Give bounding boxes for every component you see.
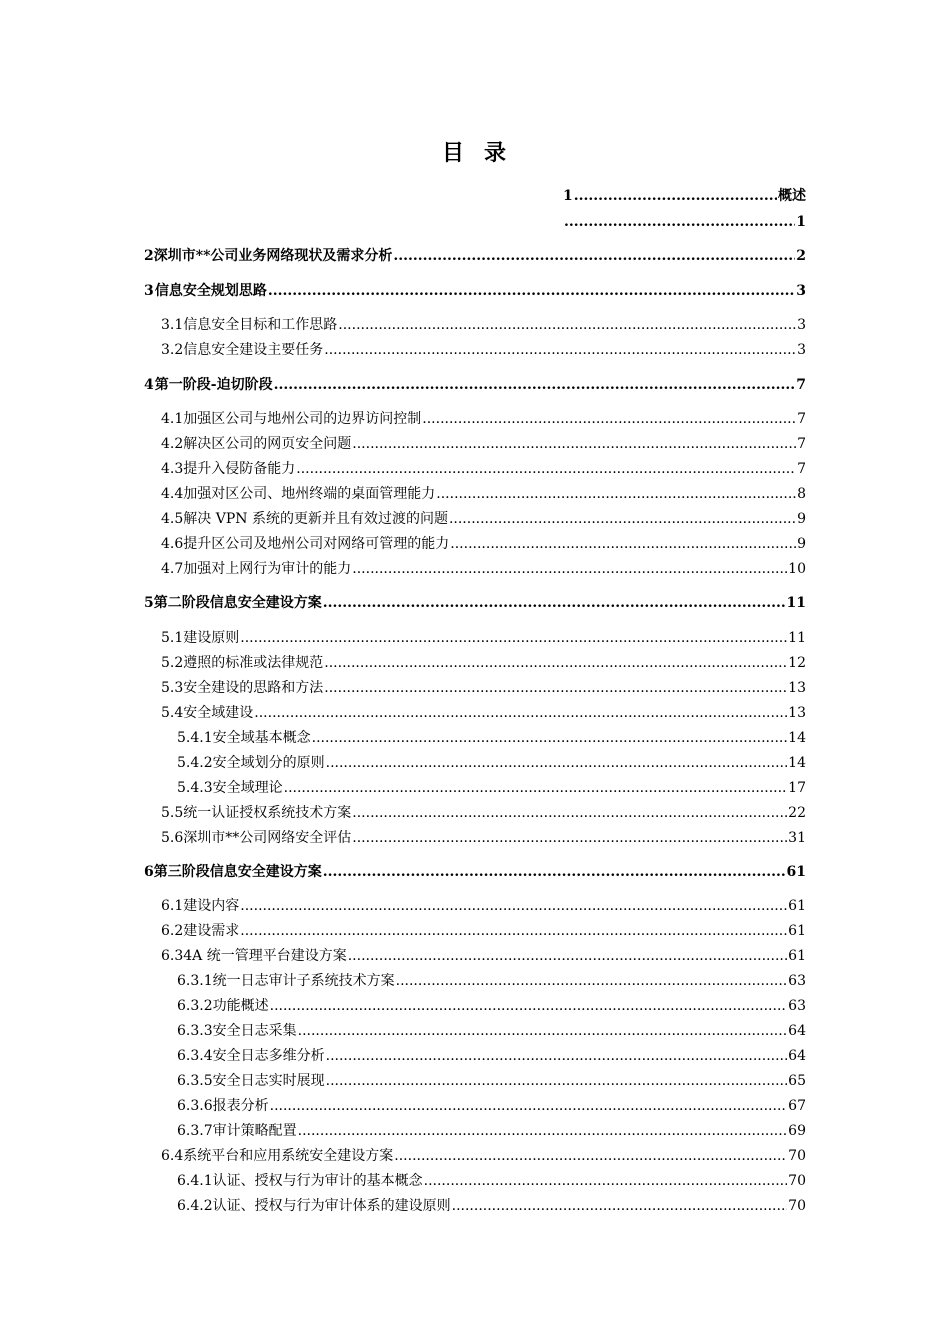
toc-page: 12 — [788, 655, 806, 671]
toc-leader — [274, 375, 796, 395]
toc-number: 6.3 — [161, 948, 184, 964]
toc-entry-1-page-line — [563, 212, 806, 232]
toc-page: 70 — [788, 1148, 806, 1164]
toc-entry[interactable] — [161, 946, 806, 966]
toc-entry[interactable] — [177, 996, 806, 1016]
toc-number: 6.3.5 — [177, 1073, 213, 1089]
page-title — [0, 136, 950, 167]
toc-text: 建设内容 — [183, 898, 240, 914]
toc-leader — [312, 728, 788, 748]
toc-leader — [450, 534, 796, 554]
toc-leader — [240, 896, 787, 916]
toc-text: 4A 统一管理平台建设方案 — [183, 948, 347, 964]
toc-leader — [323, 593, 786, 613]
toc-leader — [324, 653, 787, 673]
toc-leader — [326, 1046, 788, 1066]
toc-leader — [352, 828, 787, 848]
toc-number: 6.1 — [161, 898, 184, 914]
toc-entry[interactable] — [161, 509, 806, 529]
toc-text: 安全域划分的原则 — [212, 755, 325, 771]
toc-entry[interactable] — [177, 1046, 806, 1066]
toc-page: 70 — [788, 1198, 806, 1214]
toc-entry[interactable] — [144, 281, 806, 301]
toc-number: 3.2 — [161, 342, 184, 358]
title-char-1: 目 — [441, 141, 466, 166]
toc-entry[interactable] — [177, 1096, 806, 1116]
toc-page: 69 — [788, 1123, 806, 1139]
toc-leader — [326, 1071, 788, 1091]
toc-number: 4.2 — [161, 436, 184, 452]
toc-page: 10 — [788, 561, 806, 577]
toc-entry[interactable] — [161, 1146, 806, 1166]
toc-text: 提升区公司及地州公司对网络可管理的能力 — [183, 536, 450, 552]
toc-text: 加强区公司与地州公司的边界访问控制 — [183, 411, 422, 427]
toc-entry[interactable] — [177, 1196, 806, 1216]
toc-text: 建设需求 — [183, 923, 240, 939]
toc-text: 概述 — [778, 188, 806, 204]
toc-text: 安全域理论 — [212, 780, 283, 796]
toc-number: 5.4.1 — [177, 730, 213, 746]
toc-page: 3 — [797, 342, 806, 358]
toc-entry[interactable] — [161, 340, 806, 360]
toc-number: 5.6 — [161, 830, 184, 846]
toc-number: 5.4.3 — [177, 780, 213, 796]
toc-leader — [338, 315, 796, 335]
toc-text: 信息安全规划思路 — [154, 283, 267, 299]
toc-leader — [240, 628, 787, 648]
toc-text: 认证、授权与行为审计体系的建设原则 — [212, 1198, 451, 1214]
toc-text: 安全建设的思路和方法 — [183, 680, 324, 696]
toc-entry[interactable] — [161, 921, 806, 941]
toc-text: 安全域基本概念 — [212, 730, 311, 746]
toc-entry[interactable] — [177, 1021, 806, 1041]
toc-number: 4.6 — [161, 536, 184, 552]
toc-leader — [284, 778, 788, 798]
toc-text: 遵照的标准或法律规范 — [183, 655, 324, 671]
toc-leader — [348, 946, 787, 966]
toc-leader — [240, 921, 787, 941]
toc-text: 第三阶段信息安全建设方案 — [153, 864, 322, 880]
toc-page: 13 — [788, 680, 806, 696]
toc-entry-1[interactable] — [563, 186, 806, 206]
toc-entry[interactable] — [144, 862, 806, 882]
toc-leader — [449, 509, 796, 529]
toc-entry[interactable] — [161, 803, 806, 823]
toc-page: 13 — [788, 705, 806, 721]
toc-page: 14 — [788, 755, 806, 771]
toc-text: 建设原则 — [183, 630, 240, 646]
toc-text: 安全域建设 — [183, 705, 254, 721]
toc-leader — [296, 459, 796, 479]
toc-entry[interactable] — [144, 246, 806, 266]
toc-number: 4.3 — [161, 461, 184, 477]
toc-page: 65 — [788, 1073, 806, 1089]
toc-number: 6.3.3 — [177, 1023, 213, 1039]
toc-entry[interactable] — [161, 628, 806, 648]
toc-page: 64 — [788, 1048, 806, 1064]
toc-text: 信息安全建设主要任务 — [183, 342, 324, 358]
toc-number: 5.3 — [161, 680, 184, 696]
toc-leader — [352, 559, 787, 579]
toc-page: 9 — [797, 536, 806, 552]
toc-page: 67 — [788, 1098, 806, 1114]
toc-text: 系统平台和应用系统安全建设方案 — [183, 1148, 394, 1164]
toc-number: 4.7 — [161, 561, 184, 577]
toc-leader — [324, 678, 787, 698]
toc-number: 2 — [144, 248, 154, 264]
toc-entry[interactable] — [161, 703, 806, 723]
toc-page: 7 — [797, 411, 806, 427]
toc-entry[interactable] — [144, 593, 806, 613]
toc-number: 3 — [144, 283, 154, 299]
toc-leader — [424, 1171, 788, 1191]
toc-leader — [270, 1096, 788, 1116]
toc-leader — [352, 434, 796, 454]
toc-page: 2 — [796, 248, 806, 264]
toc-text: 统一认证授权系统技术方案 — [183, 805, 352, 821]
toc-number: 3.1 — [161, 317, 184, 333]
toc-page: 3 — [797, 317, 806, 333]
toc-number: 6 — [144, 864, 154, 880]
toc-text: 解决 VPN 系统的更新并且有效过渡的问题 — [183, 511, 448, 527]
toc-entry[interactable] — [161, 534, 806, 554]
toc-number: 6.4.2 — [177, 1198, 213, 1214]
toc-number: 6.3.6 — [177, 1098, 213, 1114]
toc-entry[interactable] — [144, 375, 806, 395]
toc-leader — [268, 281, 795, 301]
toc-number: 6.4 — [161, 1148, 184, 1164]
toc-leader — [254, 703, 787, 723]
toc-number: 5.2 — [161, 655, 184, 671]
toc-number: 4.5 — [161, 511, 184, 527]
toc-page: 70 — [788, 1173, 806, 1189]
toc-text: 深圳市**公司网络安全评估 — [183, 830, 352, 846]
toc-text: 解决区公司的网页安全问题 — [183, 436, 352, 452]
toc-number: 5.4 — [161, 705, 184, 721]
toc-page: 22 — [788, 805, 806, 821]
toc-number: 4.4 — [161, 486, 184, 502]
toc-page: 61 — [786, 864, 806, 880]
toc-text: 报表分析 — [212, 1098, 269, 1114]
toc-leader — [323, 862, 786, 882]
toc-number: 6.3.4 — [177, 1048, 213, 1064]
toc-leader — [393, 246, 795, 266]
toc-page: 61 — [788, 948, 806, 964]
toc-entry[interactable] — [177, 753, 806, 773]
toc-text: 第一阶段-迫切阶段 — [154, 377, 273, 393]
toc-page: 7 — [797, 461, 806, 477]
toc-entry[interactable] — [161, 896, 806, 916]
toc-page: 17 — [788, 780, 806, 796]
toc-entry[interactable] — [161, 559, 806, 579]
toc-text: 审计策略配置 — [212, 1123, 297, 1139]
toc-text: 统一日志审计子系统技术方案 — [212, 973, 395, 989]
toc-leader — [564, 212, 795, 232]
toc-page: 63 — [788, 973, 806, 989]
toc-page: 7 — [797, 436, 806, 452]
toc-leader — [270, 996, 788, 1016]
toc-leader — [324, 340, 796, 360]
toc-text: 第二阶段信息安全建设方案 — [153, 595, 322, 611]
toc-entry[interactable] — [161, 409, 806, 429]
toc-page: 11 — [786, 595, 806, 611]
toc-page: 11 — [788, 630, 806, 646]
toc-number: 6.4.1 — [177, 1173, 213, 1189]
toc-text: 认证、授权与行为审计的基本概念 — [212, 1173, 423, 1189]
toc-text: 加强对区公司、地州终端的桌面管理能力 — [183, 486, 436, 502]
toc-entry[interactable] — [161, 828, 806, 848]
toc-page: 63 — [788, 998, 806, 1014]
toc-page: 31 — [788, 830, 806, 846]
toc-page: 9 — [797, 511, 806, 527]
toc-number: 6.2 — [161, 923, 184, 939]
toc-text: 安全日志实时展现 — [212, 1073, 325, 1089]
toc-text: 深圳市**公司业务网络现状及需求分析 — [153, 248, 393, 264]
toc-entry[interactable] — [161, 678, 806, 698]
toc-text: 安全日志多维分析 — [212, 1048, 325, 1064]
toc-text: 提升入侵防备能力 — [183, 461, 296, 477]
toc-leader — [396, 971, 788, 991]
toc-page: 64 — [788, 1023, 806, 1039]
toc-page: 3 — [796, 283, 806, 299]
toc-page: 61 — [788, 898, 806, 914]
toc-text: 安全日志采集 — [212, 1023, 297, 1039]
toc-number: 5.4.2 — [177, 755, 213, 771]
toc-entry[interactable] — [177, 1171, 806, 1191]
toc-entry[interactable] — [177, 1071, 806, 1091]
toc-text: 信息安全目标和工作思路 — [183, 317, 338, 333]
toc-leader — [326, 753, 788, 773]
toc-number: 6.3.7 — [177, 1123, 213, 1139]
toc-page: 61 — [788, 923, 806, 939]
toc-entry[interactable] — [161, 434, 806, 454]
toc-number: 4.1 — [161, 411, 184, 427]
toc-number: 6.3.1 — [177, 973, 213, 989]
toc-entry[interactable] — [177, 1121, 806, 1141]
toc-number: 6.3.2 — [177, 998, 213, 1014]
toc-entry[interactable] — [161, 653, 806, 673]
toc-leader — [298, 1021, 788, 1041]
title-char-2: 录 — [484, 141, 509, 166]
toc-page: 1 — [796, 214, 806, 230]
toc-entry[interactable] — [161, 459, 806, 479]
toc-number: 5 — [144, 595, 154, 611]
toc-number: 1 — [563, 188, 573, 204]
toc-page: 8 — [797, 486, 806, 502]
toc-entry[interactable] — [161, 484, 806, 504]
toc-number: 5.5 — [161, 805, 184, 821]
toc-leader — [394, 1146, 787, 1166]
toc-page: 7 — [796, 377, 806, 393]
toc-page: 14 — [788, 730, 806, 746]
toc-text: 加强对上网行为审计的能力 — [183, 561, 352, 577]
toc-number: 4 — [144, 377, 154, 393]
toc-entry[interactable] — [177, 971, 806, 991]
toc-leader — [422, 409, 796, 429]
toc-entry[interactable] — [161, 315, 806, 335]
toc-leader — [574, 186, 777, 206]
toc-leader — [298, 1121, 788, 1141]
toc-leader — [452, 1196, 788, 1216]
toc-entry[interactable] — [177, 728, 806, 748]
toc-text: 功能概述 — [212, 998, 269, 1014]
toc-leader — [352, 803, 787, 823]
toc-leader — [436, 484, 796, 504]
toc-number: 5.1 — [161, 630, 184, 646]
toc-entry[interactable] — [177, 778, 806, 798]
